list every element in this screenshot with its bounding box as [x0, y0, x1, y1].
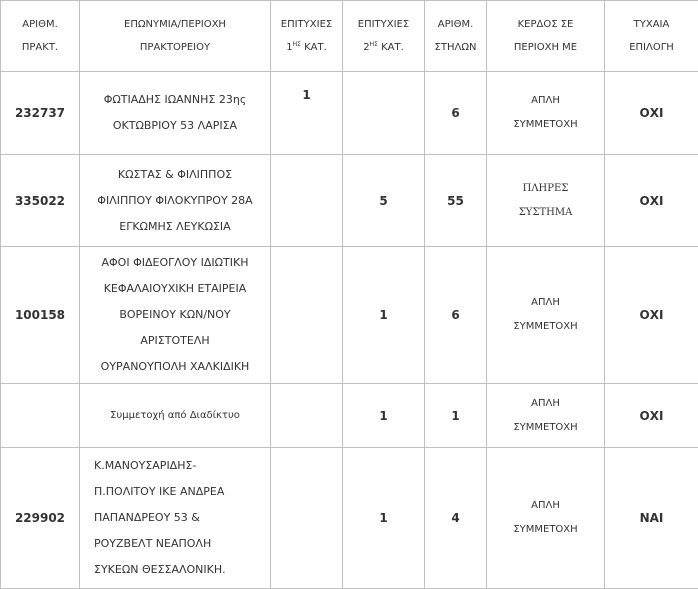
- agency-name: ΚΩΣΤΑΣ & ΦΙΛΙΠΠΟΣ ΦΙΛΙΠΠΟΥ ΦΙΛΟΚΥΠΡΟΥ 28Α ΕΓΚΩΜΗΣ ΛΕΥΚΩΣΙΑ: [80, 155, 271, 247]
- column-count: 4: [425, 448, 487, 589]
- second-category-wins: [343, 72, 425, 155]
- column-count: 6: [425, 247, 487, 384]
- agency-name: Συμμετοχή από Διαδίκτυο: [80, 384, 271, 448]
- header-receipt-no: ΑΡΙΘΜ. ΠΡΑΚΤ.: [1, 1, 80, 72]
- profit-type: ΠΛΗΡΕΣ ΣΥΣΤΗΜΑ: [487, 155, 605, 247]
- profit-type: ΑΠΛΗ ΣΥΜΜΕΤΟΧΗ: [487, 384, 605, 448]
- first-category-wins: [271, 448, 343, 589]
- column-count: 1: [425, 384, 487, 448]
- random-pick: ΟΧΙ: [605, 247, 698, 384]
- header-second-category: ΕΠΙΤΥΧΙΕΣ $2^{H\Sigma}$ ΚΑΤ.: [343, 1, 425, 72]
- table-row: [1, 72, 698, 155]
- table-row: [1, 384, 698, 448]
- receipt-number: 229902: [1, 448, 80, 589]
- column-count: 6: [425, 72, 487, 155]
- profit-type: ΑΠΛΗ ΣΥΜΜΕΤΟΧΗ: [487, 247, 605, 384]
- table-row: [1, 247, 698, 384]
- column-count: 55: [425, 155, 487, 247]
- first-category-wins: 1: [271, 72, 343, 155]
- second-category-wins: 1: [343, 384, 425, 448]
- random-pick: ΟΧΙ: [605, 72, 698, 155]
- header-profit: ΚΕΡΔΟΣ ΣΕ ΠΕΡΙΟΧΗ ΜΕ: [487, 1, 605, 72]
- first-category-wins: [271, 384, 343, 448]
- random-pick: ΝΑΙ: [605, 448, 698, 589]
- header-columns: ΑΡΙΘΜ. ΣΤΗΛΩΝ: [425, 1, 487, 72]
- second-category-wins: 1: [343, 247, 425, 384]
- profit-type: ΑΠΛΗ ΣΥΜΜΕΤΟΧΗ: [487, 72, 605, 155]
- receipt-number: 100158: [1, 247, 80, 384]
- agency-name: ΦΩΤΙΑΔΗΣ ΙΩΑΝΝΗΣ 23ης ΟΚΤΩΒΡΙΟΥ 53 ΛΑΡΙΣΑ: [80, 72, 271, 155]
- random-pick: ΟΧΙ: [605, 384, 698, 448]
- random-pick: ΟΧΙ: [605, 155, 698, 247]
- second-category-wins: 5: [343, 155, 425, 247]
- header-agency: ΕΠΩΝΥΜΙΑ/ΠΕΡΙΟΧΗ ΠΡΑΚΤΟΡΕΙΟΥ: [80, 1, 271, 72]
- first-category-wins: [271, 155, 343, 247]
- table-row: [1, 155, 698, 247]
- receipt-number: [1, 384, 80, 448]
- receipt-number: 232737: [1, 72, 80, 155]
- second-category-wins: 1: [343, 448, 425, 589]
- table-row: [1, 448, 698, 589]
- profit-type: ΑΠΛΗ ΣΥΜΜΕΤΟΧΗ: [487, 448, 605, 589]
- agency-name: ΑΦΟΙ ΦΙΔΕΟΓΛΟΥ ΙΔΙΩΤΙΚΗ ΚΕΦΑΛΑΙΟΥΧΙΚΗ ΕΤΑΙΡΕΙΑ ΒΟΡΕΙΝΟΥ ΚΩΝ/ΝΟΥ ΑΡΙΣΤΟΤΕΛΗ ΟΥΡΑΝΟΥΠΟΛΗ ΧΑΛΚΙΔΙΚΗ: [80, 247, 271, 384]
- agency-name: Κ.ΜΑΝΟΥΣΑΡΙΔΗΣ- Π.ΠΟΛΙΤΟΥ ΙΚΕ ΑΝΔΡΕΑ ΠΑΠΑΝΔΡΕΟΥ 53 & ΡΟΥΖΒΕΛΤ ΝΕΑΠΟΛΗ ΣΥΚΕΩΝ ΘΕΣΣΑΛΟΝΙΚΗ.: [80, 448, 271, 589]
- header-first-category: ΕΠΙΤΥΧΙΕΣ $1^{H\Sigma}$ ΚΑΤ.: [271, 1, 343, 72]
- header-random: ΤΥΧΑΙΑ ΕΠΙΛΟΓΗ: [605, 1, 698, 72]
- receipt-number: 335022: [1, 155, 80, 247]
- first-category-wins: [271, 247, 343, 384]
- header-row: [1, 1, 698, 72]
